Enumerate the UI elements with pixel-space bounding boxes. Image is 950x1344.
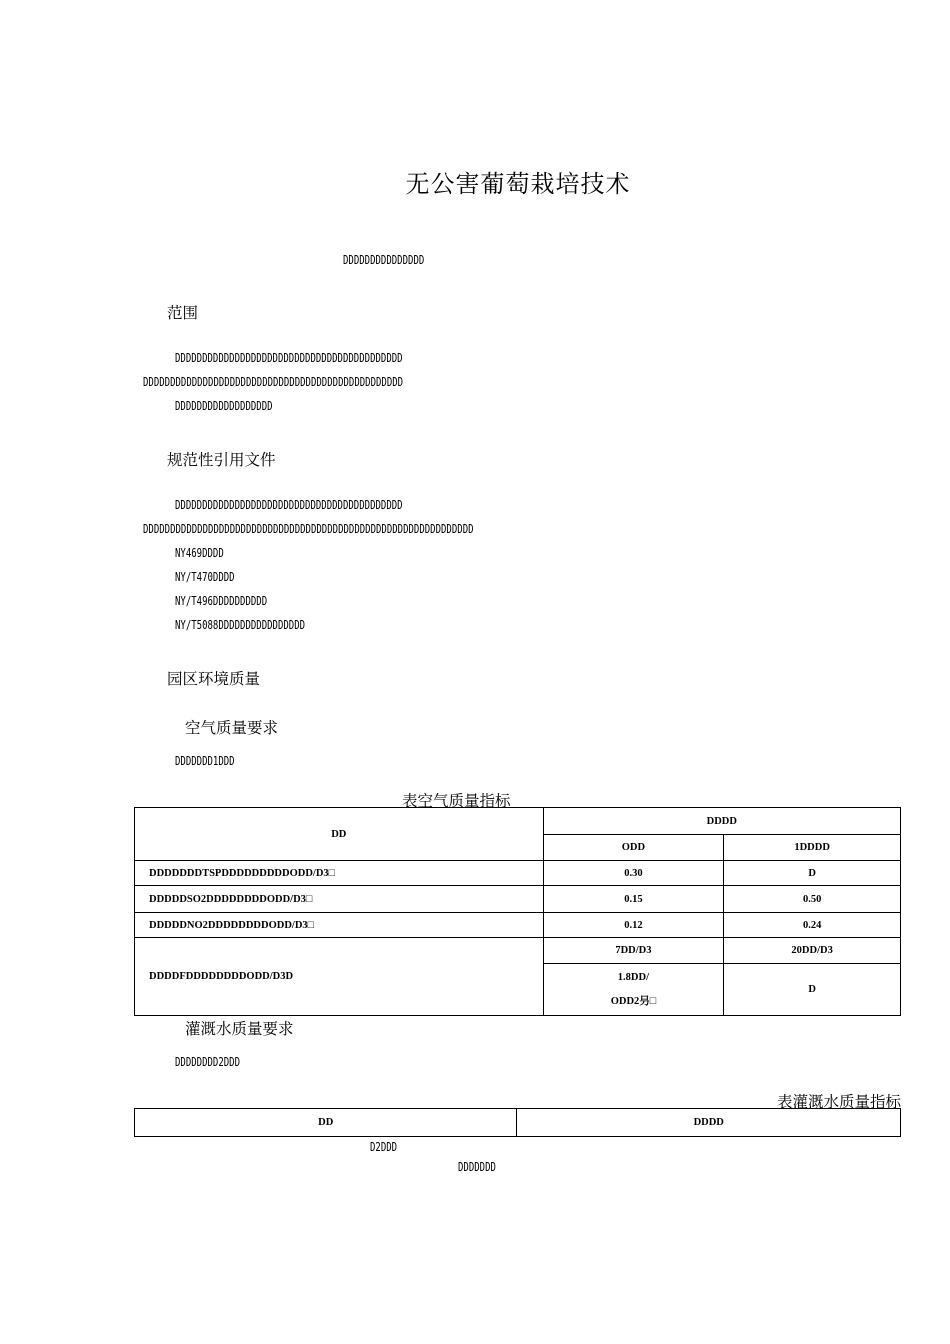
air-row-hourly: 20DD/D3 [724, 938, 901, 964]
page-title: 无公害葡萄栽培技术 [405, 170, 631, 198]
air-row-hourly: 0.50 [724, 886, 901, 913]
scope-line-1: DDDDDDDDDDDDDDDDDDDDDDDDDDDDDDDDDDDDDDDDDD [175, 350, 403, 365]
air-row-daily: 0.15 [543, 886, 724, 913]
water-note: DDDDDDDD2DDD [175, 1054, 241, 1069]
refs-standard-3: NY/T496DDDDDDDDDD [175, 593, 268, 608]
refs-standard-4: NY/T5088DDDDDDDDDDDDDDDD [175, 617, 306, 632]
air-row-daily: 7DD/D3 [543, 938, 724, 964]
scope-line-3: DDDDDDDDDDDDDDDDDD [175, 398, 273, 413]
air-note: DDDDDDD1DDD [175, 753, 235, 768]
air-row-item-fluoride: DDDDFDDDDDDDDODD/D3D [135, 938, 544, 1016]
air-row-hourly: D [724, 861, 901, 886]
water-header-limit: DDDD [517, 1109, 901, 1137]
scope-line-2: DDDDDDDDDDDDDDDDDDDDDDDDDDDDDDDDDDDDDDDDDDDDDDDD [143, 374, 404, 389]
subsection-heading-air: 空气质量要求 [185, 719, 279, 737]
section-heading-references: 规范性引用文件 [167, 451, 276, 469]
water-quality-table [134, 1108, 901, 1137]
air-table-caption: 表空气质量指标 [402, 792, 511, 810]
air-row-daily: 0.12 [543, 913, 724, 938]
air-row-hourly: 0.24 [724, 913, 901, 938]
refs-line-2: DDDDDDDDDDDDDDDDDDDDDDDDDDDDDDDDDDDDDDDDDDDDDDDDDDDDDDDDDDDDD [143, 521, 474, 536]
air-header-daily: ODD [543, 835, 724, 861]
table-row [135, 886, 901, 913]
air-header-item: DD [135, 808, 544, 861]
air-row-daily: 0.30 [543, 861, 724, 886]
subsection-heading-water: 灌溉水质量要求 [185, 1020, 294, 1038]
water-table-caption: 表灌溉水质量指标 [776, 1093, 901, 1111]
section-heading-scope: 范围 [167, 304, 199, 322]
air-row-daily-multiline [543, 964, 724, 1016]
air-row-daily-line-2: ODD2叧□ [610, 995, 657, 1007]
refs-standard-1: NY469DDDD [175, 545, 224, 560]
water-code-2: DDDDDDD [458, 1159, 496, 1174]
water-header-item: DD [135, 1109, 517, 1137]
table-row [135, 861, 901, 886]
document-code: DDDDDDDDDDDDDDD [343, 252, 425, 267]
refs-standard-2: NY/T470DDDD [175, 569, 235, 584]
air-row-daily-line-1: 1.8DD/ [617, 971, 650, 983]
section-heading-environment: 园区环境质量 [167, 670, 261, 688]
air-row-item: DDDDDDDTSPDDDDDDDDDODD/D3□ [135, 861, 544, 886]
air-header-limit: DDDD [543, 808, 900, 835]
table-row [135, 938, 901, 964]
air-row-item: DDDDDNO2DDDDDDDDODD/D3□ [135, 913, 544, 938]
air-row-item: DDDDDSO2DDDDDDDDODD/D3□ [135, 886, 544, 913]
water-code-1: D2DDD [370, 1139, 398, 1154]
table-row [135, 913, 901, 938]
air-row-hourly: D [724, 964, 901, 1016]
air-header-hourly: 1DDDD [724, 835, 901, 861]
air-quality-table [134, 807, 901, 1016]
refs-line-1: DDDDDDDDDDDDDDDDDDDDDDDDDDDDDDDDDDDDDDDDDD [175, 497, 403, 512]
